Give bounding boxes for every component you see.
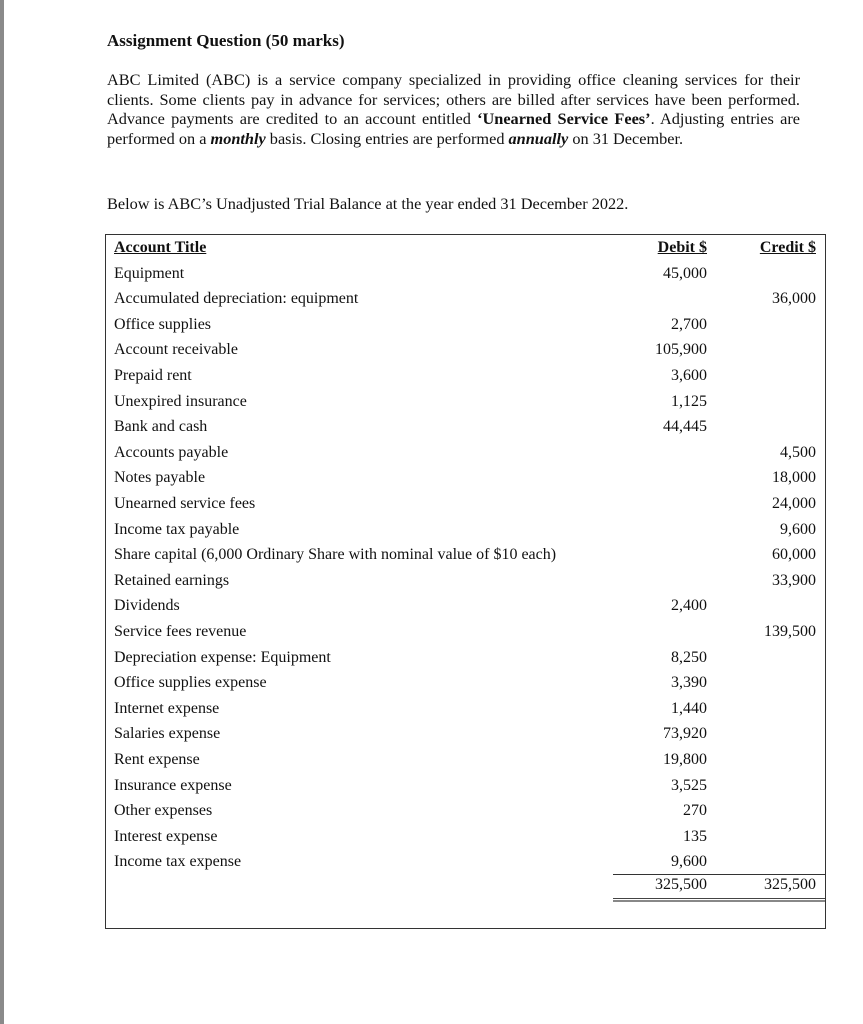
debit-amount: 9,600: [671, 853, 707, 871]
account-title: Prepaid rent: [114, 367, 192, 384]
table-row: [106, 747, 825, 773]
credit-amount: 9,600: [780, 520, 816, 538]
header-debit: Debit $: [657, 239, 707, 256]
para-text-2: . Adjusting entries are performed on a: [107, 109, 800, 148]
credit-amount: 4,500: [780, 443, 816, 461]
totals-row: [106, 872, 825, 898]
debit-amount: 3,525: [671, 776, 707, 794]
account-title: Share capital (6,000 Ordinary Share with nominal value of $10 each): [114, 546, 557, 564]
account-title: Account receivable: [114, 341, 238, 359]
para-text-3: basis. Closing entries are performed: [265, 128, 509, 148]
account-title: Rent expense: [114, 751, 200, 768]
debit-amount: 44,445: [663, 418, 707, 436]
table-header-row: [106, 235, 825, 261]
debit-amount: 270: [683, 802, 707, 820]
credit-amount: 139,500: [764, 623, 816, 640]
account-title: Income tax payable: [114, 520, 240, 538]
total-debit: 325,500: [655, 876, 707, 893]
table-row: [106, 389, 825, 415]
table-row: [106, 696, 825, 722]
assignment-heading: Assignment Question (50 marks): [107, 31, 345, 50]
table-row: [106, 363, 825, 389]
para-emph-annually: annually: [508, 128, 569, 148]
account-title: Income tax expense: [114, 853, 242, 871]
table-row: [106, 619, 825, 645]
account-title: Interest expense: [114, 827, 218, 845]
account-title: Other expenses: [114, 802, 213, 820]
debit-amount: 1,125: [671, 392, 707, 410]
account-title: Office supplies expense: [114, 674, 267, 692]
account-title: Salaries expense: [114, 725, 221, 743]
account-title: Service fees revenue: [114, 623, 247, 640]
table-row: [106, 721, 825, 747]
table-row: [106, 517, 825, 543]
table-row: [106, 261, 825, 287]
debit-amount: 45,000: [663, 264, 707, 282]
total-rule-double: [613, 898, 825, 902]
debit-amount: 19,800: [663, 751, 707, 768]
credit-amount: 60,000: [772, 546, 816, 564]
header-account-title: Account Title: [114, 239, 207, 256]
para-emph-monthly: monthly: [210, 128, 266, 148]
total-credit: 325,500: [764, 876, 816, 893]
account-title: Office supplies: [114, 315, 212, 333]
question-paragraph: [107, 70, 800, 148]
account-title: Depreciation expense: Equipment: [114, 648, 331, 666]
table-row: [106, 773, 825, 799]
credit-amount: 33,900: [772, 571, 816, 589]
table-row: [106, 542, 825, 568]
account-title: Accounts payable: [114, 443, 229, 461]
table-row: [106, 414, 825, 440]
table-row: [106, 440, 825, 466]
table-row: [106, 312, 825, 338]
trial-balance-table: [105, 234, 826, 929]
debit-amount: 2,400: [671, 597, 707, 615]
table-row: [106, 337, 825, 363]
debit-amount: 3,390: [671, 674, 707, 692]
account-title: Dividends: [114, 597, 180, 615]
credit-amount: 18,000: [772, 469, 816, 487]
debit-amount: 105,900: [655, 341, 707, 359]
table-row: [106, 286, 825, 312]
page-edge-rule: [0, 0, 4, 1024]
account-title: Equipment: [114, 264, 185, 282]
debit-amount: 73,920: [663, 725, 707, 743]
account-title: Notes payable: [114, 469, 206, 487]
account-title: Accumulated depreciation: equipment: [114, 290, 359, 308]
account-title: Unexpired insurance: [114, 392, 247, 410]
table-row: [106, 593, 825, 619]
credit-amount: 36,000: [772, 290, 816, 308]
para-text-4: on 31 December.: [568, 128, 684, 148]
table-row: [106, 645, 825, 671]
table-row: [106, 670, 825, 696]
trial-balance-intro: Below is ABC’s Unadjusted Trial Balance at the year ended 31 December 2022.: [107, 194, 629, 213]
para-text-1: ABC Limited (ABC) is a service company specialized in providing office cleaning services for their clients. Some clients pay in advance for services; others are billed after services have been performed. Advance payments are credited to an account entitled: [107, 70, 800, 128]
table-row: [106, 491, 825, 517]
debit-amount: 1,440: [671, 699, 707, 717]
table-row: [106, 824, 825, 850]
table-row: [106, 568, 825, 594]
header-credit: Credit $: [759, 239, 816, 256]
account-title: Internet expense: [114, 699, 220, 717]
account-title: Insurance expense: [114, 776, 232, 794]
debit-amount: 3,600: [671, 367, 707, 384]
debit-amount: 2,700: [671, 315, 707, 333]
account-title: Bank and cash: [114, 418, 208, 436]
debit-amount: 135: [683, 827, 707, 845]
debit-amount: 8,250: [671, 648, 707, 666]
account-title: Retained earnings: [114, 571, 230, 589]
account-title: Unearned service fees: [114, 495, 256, 512]
credit-amount: 24,000: [772, 495, 816, 512]
table-row: [106, 798, 825, 824]
table-row: [106, 465, 825, 491]
para-account-name: ‘Unearned Service Fees’: [477, 109, 651, 128]
